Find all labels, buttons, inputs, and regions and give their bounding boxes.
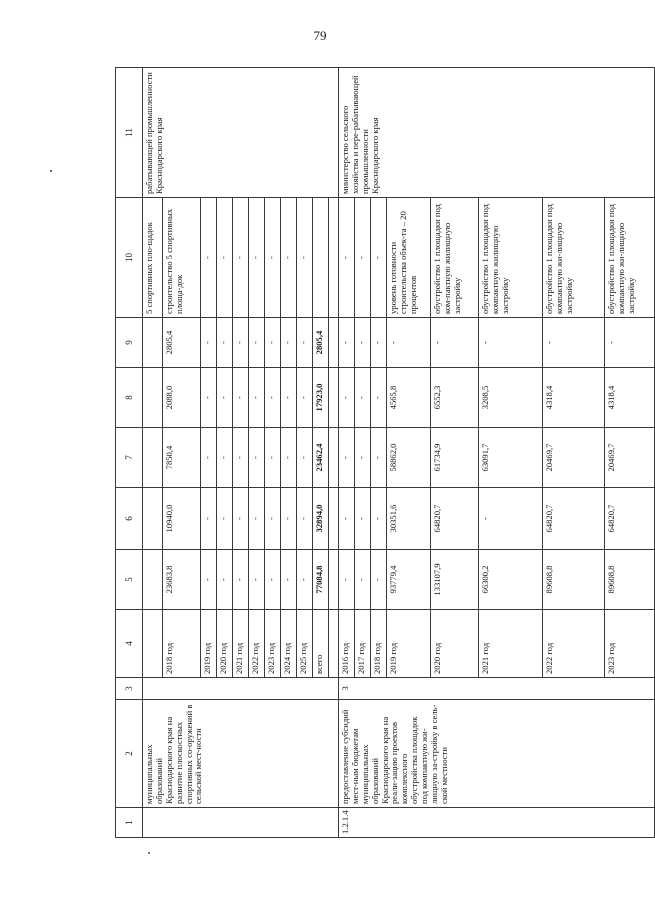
block2-row	[339, 68, 355, 838]
block1-responsible-cell: рабатывающей промышленности Краснодарского края	[143, 68, 339, 198]
blank-cell	[329, 318, 339, 368]
total-value-cell: 23462,4	[313, 428, 329, 488]
header-cell: 8	[116, 368, 143, 428]
value-cell: 63091,7	[479, 428, 543, 488]
result-cell: -	[371, 198, 387, 318]
value-cell: 58862,0	[387, 428, 431, 488]
value-cell: -	[249, 428, 265, 488]
value-cell: -	[605, 318, 655, 368]
value-cell: -	[297, 368, 313, 428]
value-cell: 89608,8	[605, 550, 655, 610]
year-cell: 2022 год	[543, 610, 605, 678]
result-cell: обустройство 1 площадки под компактную жи-лищную застройку	[543, 198, 605, 318]
header-cell: 4	[116, 610, 143, 678]
value-cell: 64820,7	[431, 488, 479, 550]
value-cell: 6552,3	[431, 368, 479, 428]
value-cell: -	[265, 368, 281, 428]
value-cell: -	[281, 550, 297, 610]
value-cell: 4318,4	[605, 368, 655, 428]
value-cell: -	[297, 488, 313, 550]
result-cell: -	[217, 198, 233, 318]
header-cell: 3	[116, 678, 143, 700]
block1-name-cell: муниципальных образований Краснодарского края на развитие плоскостных спортивных со-оружений в сельской мест-ности	[143, 700, 339, 808]
result-cell: обустройство 1 площадки под ком-пактную жилищную застройку	[431, 198, 479, 318]
value-cell: 23683,8	[163, 550, 201, 610]
program-table	[115, 67, 655, 838]
block1-top-row	[143, 68, 163, 838]
blank-cell	[143, 368, 163, 428]
block2-num-cell: 1.2.1.4	[339, 808, 655, 838]
value-cell: -	[249, 318, 265, 368]
year-cell: 2020 год	[217, 610, 233, 678]
value-cell: -	[233, 428, 249, 488]
header-cell: 2	[116, 700, 143, 808]
value-cell: -	[355, 550, 371, 610]
year-cell: 2019 год	[201, 610, 217, 678]
rotated-table	[115, 68, 636, 838]
year-cell: 2020 год	[431, 610, 479, 678]
value-cell: -	[355, 488, 371, 550]
result-cell: -	[265, 198, 281, 318]
value-cell: -	[217, 550, 233, 610]
result-cell: -	[249, 198, 265, 318]
result-cell: -	[339, 198, 355, 318]
value-cell: -	[371, 428, 387, 488]
value-cell: -	[297, 318, 313, 368]
header-cell: 7	[116, 428, 143, 488]
total-label-cell: всего	[313, 610, 329, 678]
result-cell: -	[201, 198, 217, 318]
value-cell: -	[281, 488, 297, 550]
value-cell: -	[339, 488, 355, 550]
blank-cell	[329, 368, 339, 428]
value-cell: -	[233, 318, 249, 368]
header-cell: 6	[116, 488, 143, 550]
value-cell: 4318,4	[543, 368, 605, 428]
stray-mark	[148, 852, 150, 854]
blank-cell	[329, 550, 339, 610]
block2-col3-cell: 3	[339, 678, 655, 700]
value-cell: -	[233, 368, 249, 428]
table-body	[116, 68, 655, 838]
value-cell: 64820,7	[605, 488, 655, 550]
value-cell: -	[431, 318, 479, 368]
blank-cell	[329, 198, 339, 318]
value-cell: 2088,0	[163, 368, 201, 428]
result-cell: -	[233, 198, 249, 318]
value-cell: -	[371, 318, 387, 368]
value-cell: -	[217, 488, 233, 550]
total-value-cell: 32894,0	[313, 488, 329, 550]
year-cell: 2018 год	[163, 610, 201, 678]
value-cell: -	[265, 488, 281, 550]
rotated-table-wrapper	[115, 68, 636, 838]
year-cell: 2018 год	[371, 610, 387, 678]
value-cell: -	[371, 488, 387, 550]
value-cell: 89608,8	[543, 550, 605, 610]
year-cell: 2016 год	[339, 610, 355, 678]
result-cell: -	[297, 198, 313, 318]
year-cell: 2023 год	[605, 610, 655, 678]
value-cell: -	[479, 318, 543, 368]
value-cell: -	[543, 318, 605, 368]
blank-cell	[313, 198, 329, 318]
result-cell: обустройство 1 площадки под компактную жилищную застройку	[479, 198, 543, 318]
result-cell: обустройство 1 площадки под компактную жи-лищную застройку	[605, 198, 655, 318]
block1-year-blank	[143, 610, 163, 678]
value-cell: 30351,6	[387, 488, 431, 550]
value-cell: -	[201, 368, 217, 428]
value-cell: -	[281, 428, 297, 488]
value-cell: -	[339, 318, 355, 368]
result-cell: -	[281, 198, 297, 318]
value-cell: 93779,4	[387, 550, 431, 610]
block1-top-result: 5 спортивных пло-щадок	[143, 198, 163, 318]
header-cell: 11	[116, 68, 143, 198]
value-cell: 20469,7	[605, 428, 655, 488]
value-cell: -	[479, 488, 543, 550]
result-cell: уровень готовности строительства объек-та – 20 процентов	[387, 198, 431, 318]
value-cell: -	[249, 368, 265, 428]
value-cell: -	[355, 428, 371, 488]
value-cell: -	[249, 488, 265, 550]
value-cell: -	[201, 488, 217, 550]
value-cell: -	[233, 550, 249, 610]
header-cell: 10	[116, 198, 143, 318]
header-cell: 5	[116, 550, 143, 610]
value-cell: -	[281, 368, 297, 428]
year-cell: 2024 год	[281, 610, 297, 678]
value-cell: -	[355, 318, 371, 368]
value-cell: 66300,2	[479, 550, 543, 610]
value-cell: -	[297, 428, 313, 488]
blank-cell	[329, 610, 339, 678]
value-cell: -	[355, 368, 371, 428]
value-cell: 64820,7	[543, 488, 605, 550]
block2-responsible-cell: министерство сельского хозяйства и пере-рабатывающей промышленности Краснодарского края	[339, 68, 655, 198]
value-cell: -	[371, 550, 387, 610]
value-cell: 133107,9	[431, 550, 479, 610]
value-cell: -	[201, 318, 217, 368]
stray-dot	[50, 170, 52, 172]
header-cell: 9	[116, 318, 143, 368]
value-cell: -	[201, 550, 217, 610]
block2-name-cell: предоставление субсидий мест-ным бюджетам муниципальных образований Краснодарского края на реали-зацию проектов комплексного обустройства площадок под компактную жи-лищную за-стройку в сель-ской местности	[339, 700, 655, 808]
page-number: 79	[313, 28, 327, 43]
value-cell: -	[217, 368, 233, 428]
value-cell: -	[265, 550, 281, 610]
value-cell: -	[387, 318, 431, 368]
value-cell: 10940,0	[163, 488, 201, 550]
value-cell: 61734,9	[431, 428, 479, 488]
year-cell: 2021 год	[233, 610, 249, 678]
value-cell: -	[339, 428, 355, 488]
value-cell: -	[217, 318, 233, 368]
value-cell: -	[297, 550, 313, 610]
block1-col3-cell	[143, 678, 339, 700]
total-value-cell: 2805,4	[313, 318, 329, 368]
value-cell: 20469,7	[543, 428, 605, 488]
block1-num-cell	[143, 808, 339, 838]
blank-cell	[143, 428, 163, 488]
total-value-cell: 17923,0	[313, 368, 329, 428]
value-cell: -	[339, 368, 355, 428]
year-cell: 2017 год	[355, 610, 371, 678]
blank-cell	[143, 318, 163, 368]
header-row	[116, 68, 143, 838]
value-cell: -	[201, 428, 217, 488]
blank-cell	[143, 550, 163, 610]
blank-cell	[329, 428, 339, 488]
value-cell: -	[371, 368, 387, 428]
result-cell: -	[355, 198, 371, 318]
year-cell: 2023 год	[265, 610, 281, 678]
total-value-cell: 77084,8	[313, 550, 329, 610]
result-cell: строительство 5 спортивных площа-док	[163, 198, 201, 318]
value-cell: -	[339, 550, 355, 610]
value-cell: 4565,8	[387, 368, 431, 428]
value-cell: -	[233, 488, 249, 550]
value-cell: -	[265, 428, 281, 488]
year-cell: 2021 год	[479, 610, 543, 678]
header-cell: 1	[116, 808, 143, 838]
value-cell: -	[265, 318, 281, 368]
value-cell: -	[281, 318, 297, 368]
value-cell: 2805,4	[163, 318, 201, 368]
blank-cell	[329, 488, 339, 550]
value-cell: -	[217, 428, 233, 488]
value-cell: 3208,5	[479, 368, 543, 428]
year-cell: 2019 год	[387, 610, 431, 678]
value-cell: 7850,4	[163, 428, 201, 488]
blank-cell	[143, 488, 163, 550]
year-cell: 2025 год	[297, 610, 313, 678]
year-cell: 2022 год	[249, 610, 265, 678]
value-cell: -	[249, 550, 265, 610]
